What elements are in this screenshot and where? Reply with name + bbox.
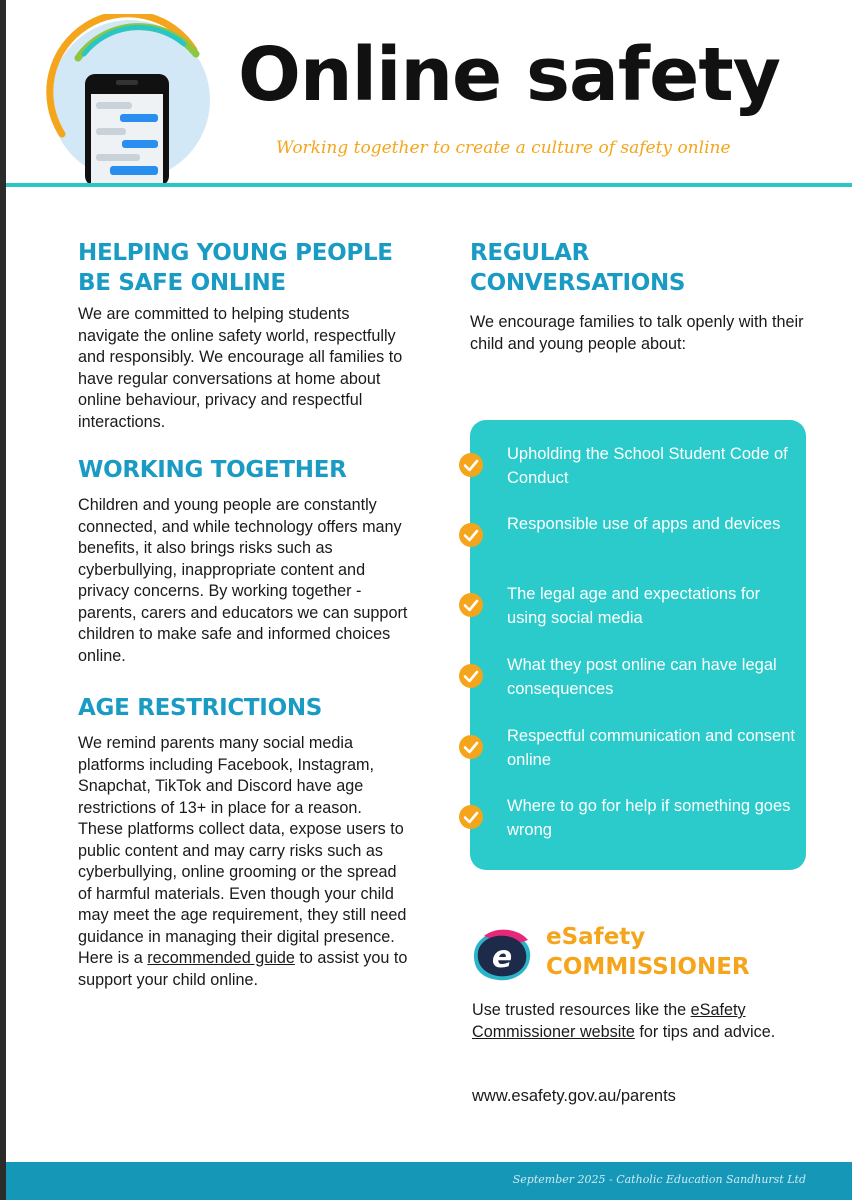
esafety-logo-letter: e [491,940,513,975]
page-title: Online safety [238,32,780,118]
topic-text: Upholding the School Student Code of Conduct [507,445,788,487]
age-text-3: to assist you to support your child online. [78,949,408,989]
check-circle-icon [458,804,484,830]
esafety-website-link[interactable]: eSafety Commissioner website [472,1001,746,1041]
section-heading-working: WORKING TOGETHER [78,457,347,483]
topic-text: Respectful communication and consent online [507,727,795,769]
esafety-name-line1: eSafety [546,924,646,950]
footer-text: September 2025 - Catholic Education Sandhurst Ltd [512,1173,806,1186]
section-heading-helping: HELPING YOUNG PEOPLE BE SAFE ONLINE [78,240,393,296]
section-working [78,455,408,667]
check-circle-icon [458,452,484,478]
phone-chat-icon [44,14,214,186]
section-helping [78,238,408,433]
topic-text: Where to go for help if something goes wrong [507,797,791,839]
section-body-helping: We are committed to helping students navigate the online safety world, respectfully and responsibly. We encourage all families to have regular conversations at home about online behaviour, privacy and respectful interactions. [78,305,403,431]
check-circle-icon [458,522,484,548]
age-text-2: Even though your child may meet the age requirement, they still need guidance in managing their digital presence. Here is a [78,884,407,967]
check-circle-icon [458,734,484,760]
esafety-url: www.esafety.gov.au/parents [472,1087,676,1105]
esafety-name-line2: COMMISSIONER [546,954,750,980]
resources-text [472,1000,792,1043]
right-column [470,238,810,355]
header-divider [6,183,852,187]
topics-panel [470,420,806,870]
esafety-logo [470,926,536,984]
section-body-age [78,733,408,991]
page-tagline: Working together to create a culture of safety online [276,138,731,158]
age-text-1: We remind parents many social media platforms including Facebook, Instagram, Snapchat, TikTok and Discord have age restrictions of 13+ in place for a reason. These platforms collect data, expose users to public content and may carry risks such as cyberbullying, online grooming or the spread of harmful materials. [78,734,404,903]
topic-text: Responsible use of apps and devices [507,515,781,533]
esafety-block [470,920,800,990]
header [6,0,852,186]
section-heading-regular: REGULAR CONVERSATIONS [470,240,686,296]
section-heading-age: AGE RESTRICTIONS [78,695,323,721]
esafety-name [546,922,750,982]
resources-post: for tips and advice. [639,1022,776,1041]
topic-text: What they post online can have legal consequences [507,656,777,698]
footer-bar [6,1162,852,1200]
section-age [78,693,408,991]
check-circle-icon [458,592,484,618]
left-column [78,238,408,991]
resources-pre: Use trusted resources like the [472,1001,687,1019]
section-body-working: Children and young people are constantly connected, and while technology offers many benefits, it also brings risks such as cyberbullying, inappropriate content and privacy concerns. By working together - parents, carers and educators we can support children to make safe and informed choices online. [78,496,408,665]
recommended-guide-link[interactable]: recommended guide [147,949,295,967]
section-body-regular: We encourage families to talk openly with their child and young people about: [470,313,804,353]
topic-text: The legal age and expectations for using social media [507,585,761,627]
check-circle-icon [458,663,484,689]
